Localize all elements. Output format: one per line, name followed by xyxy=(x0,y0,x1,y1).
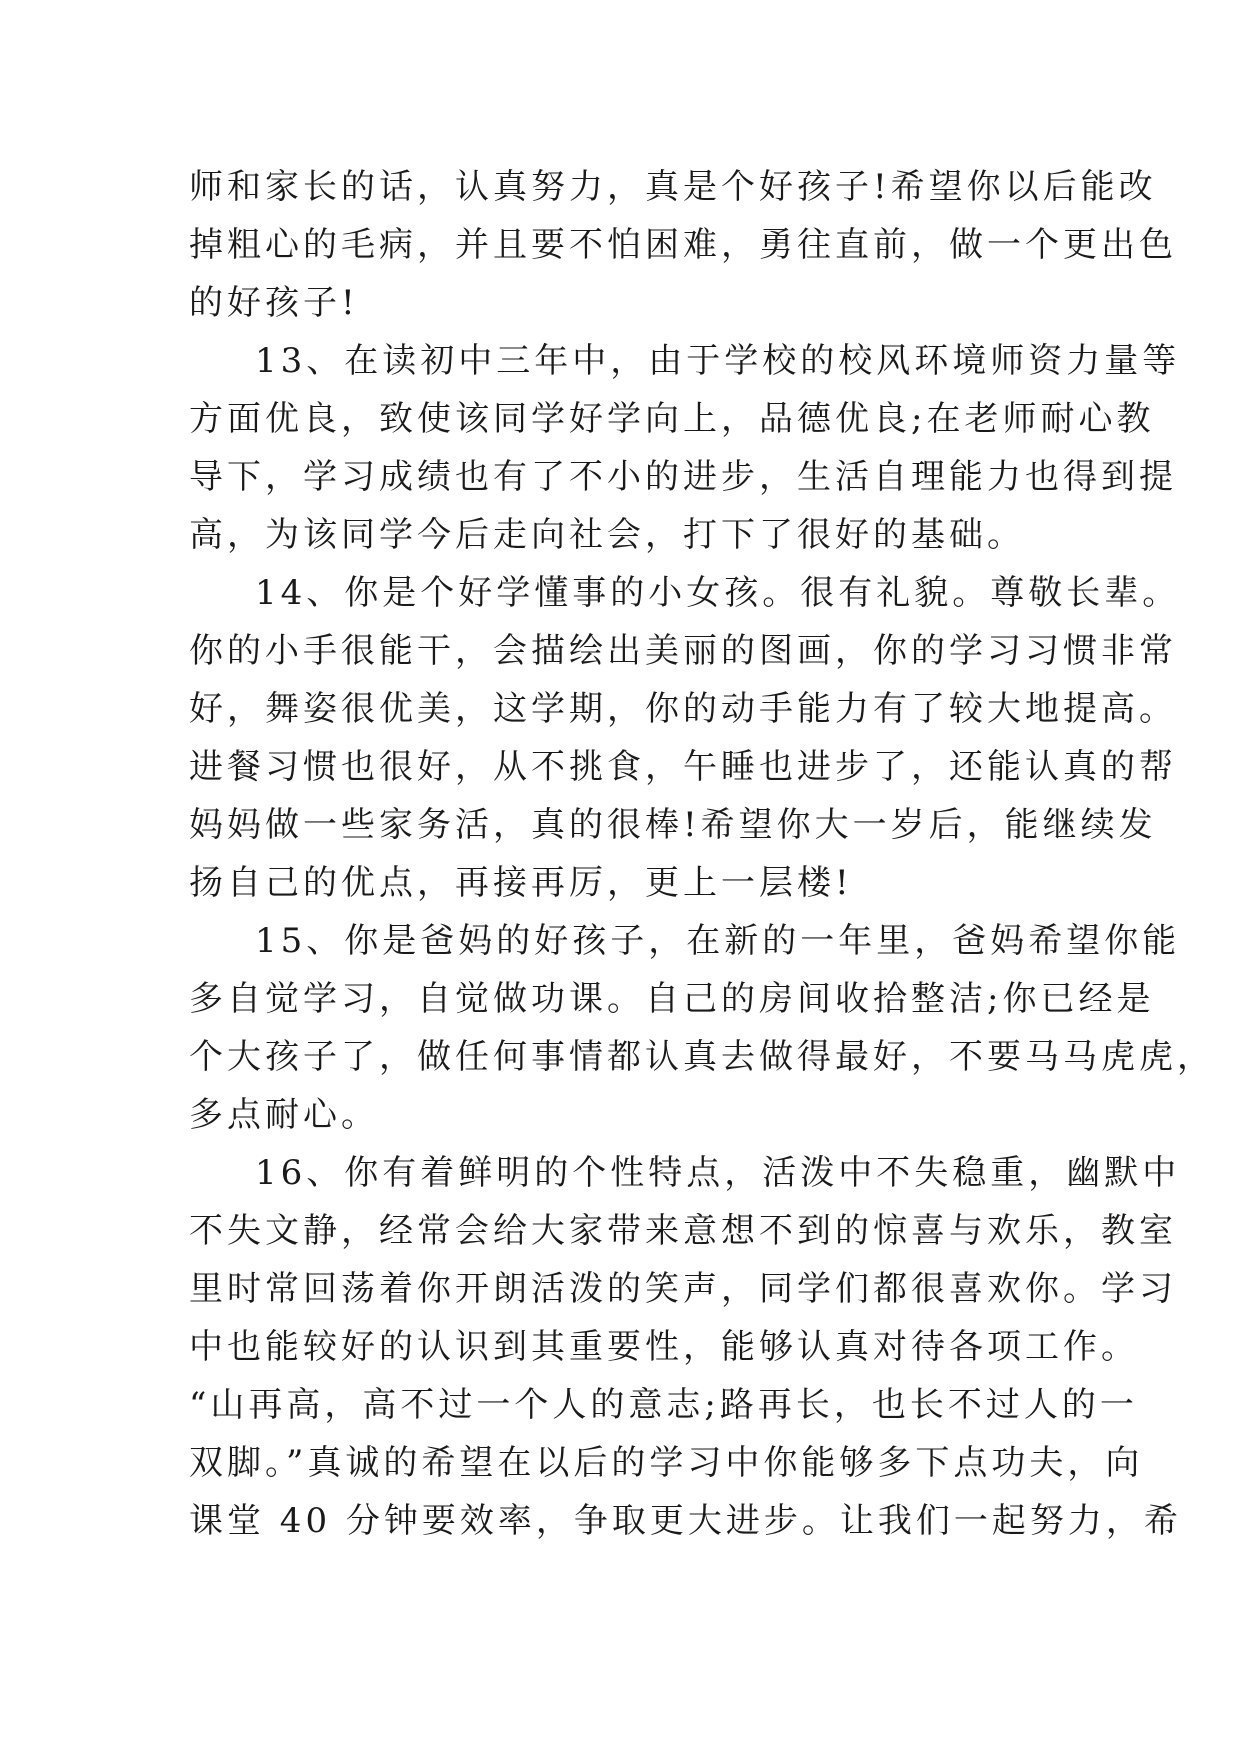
text-line: 的好孩子! xyxy=(189,283,359,323)
text-line: 个大孩子了，做任何事情都认真去做得最好，不要马马虎虎， xyxy=(189,1037,1215,1077)
text-line: 进餐习惯也很好，从不挑食，午睡也进步了，还能认真的帮 xyxy=(189,747,1177,787)
text-line: 方面优良，致使该同学好学向上，品德优良;在老师耐心教 xyxy=(189,399,1155,439)
document-body xyxy=(189,158,1215,1550)
text-line: 高，为该同学今后走向社会，打下了很好的基础。 xyxy=(189,515,1025,555)
text-line: 好，舞姿很优美，这学期，你的动手能力有了较大地提高。 xyxy=(189,689,1177,729)
text-line: 你的小手很能干，会描绘出美丽的图画，你的学习习惯非常 xyxy=(189,631,1177,671)
text-line: 妈妈做一些家务活，真的很棒!希望你大一岁后，能继续发 xyxy=(189,805,1157,845)
paragraph-14 xyxy=(189,564,1181,912)
text-line: 掉粗心的毛病，并且要不怕困难，勇往直前，做一个更出色 xyxy=(189,225,1177,265)
text-line: 不失文静，经常会给大家带来意想不到的惊喜与欢乐，教室 xyxy=(189,1211,1177,1251)
text-line: 15、你是爸妈的好孩子，在新的一年里，爸妈希望你能 xyxy=(255,921,1181,961)
paragraph-12-continuation xyxy=(189,158,1177,332)
text-line: 多点耐心。 xyxy=(189,1095,379,1135)
text-line: 扬自己的优点，再接再厉，更上一层楼! xyxy=(189,863,853,903)
text-line: 14、你是个好学懂事的小女孩。很有礼貌。尊敬长辈。 xyxy=(255,573,1181,613)
paragraph-16 xyxy=(189,1144,1182,1550)
paragraph-15 xyxy=(189,912,1215,1144)
text-line: 13、在读初中三年中，由于学校的校风环境师资力量等 xyxy=(255,341,1181,381)
text-line: “山再高，高不过一个人的意志;路再长，也长不过人的一 xyxy=(189,1385,1138,1425)
text-line: 课堂 40 分钟要效率，争取更大进步。让我们一起努力，希 xyxy=(189,1501,1182,1541)
text-line: 16、你有着鲜明的个性特点，活泼中不失稳重，幽默中 xyxy=(255,1153,1181,1193)
text-line: 双脚。”真诚的希望在以后的学习中你能够多下点功夫，向 xyxy=(189,1443,1144,1483)
text-line: 里时常回荡着你开朗活泼的笑声，同学们都很喜欢你。学习 xyxy=(189,1269,1177,1309)
text-line: 中也能较好的认识到其重要性，能够认真对待各项工作。 xyxy=(189,1327,1139,1367)
text-line: 师和家长的话，认真努力，真是个好孩子!希望你以后能改 xyxy=(189,167,1157,207)
text-line: 导下，学习成绩也有了不小的进步，生活自理能力也得到提 xyxy=(189,457,1177,497)
paragraph-13 xyxy=(189,332,1181,564)
text-line: 多自觉学习，自觉做功课。自己的房间收拾整洁;你已经是 xyxy=(189,979,1155,1019)
